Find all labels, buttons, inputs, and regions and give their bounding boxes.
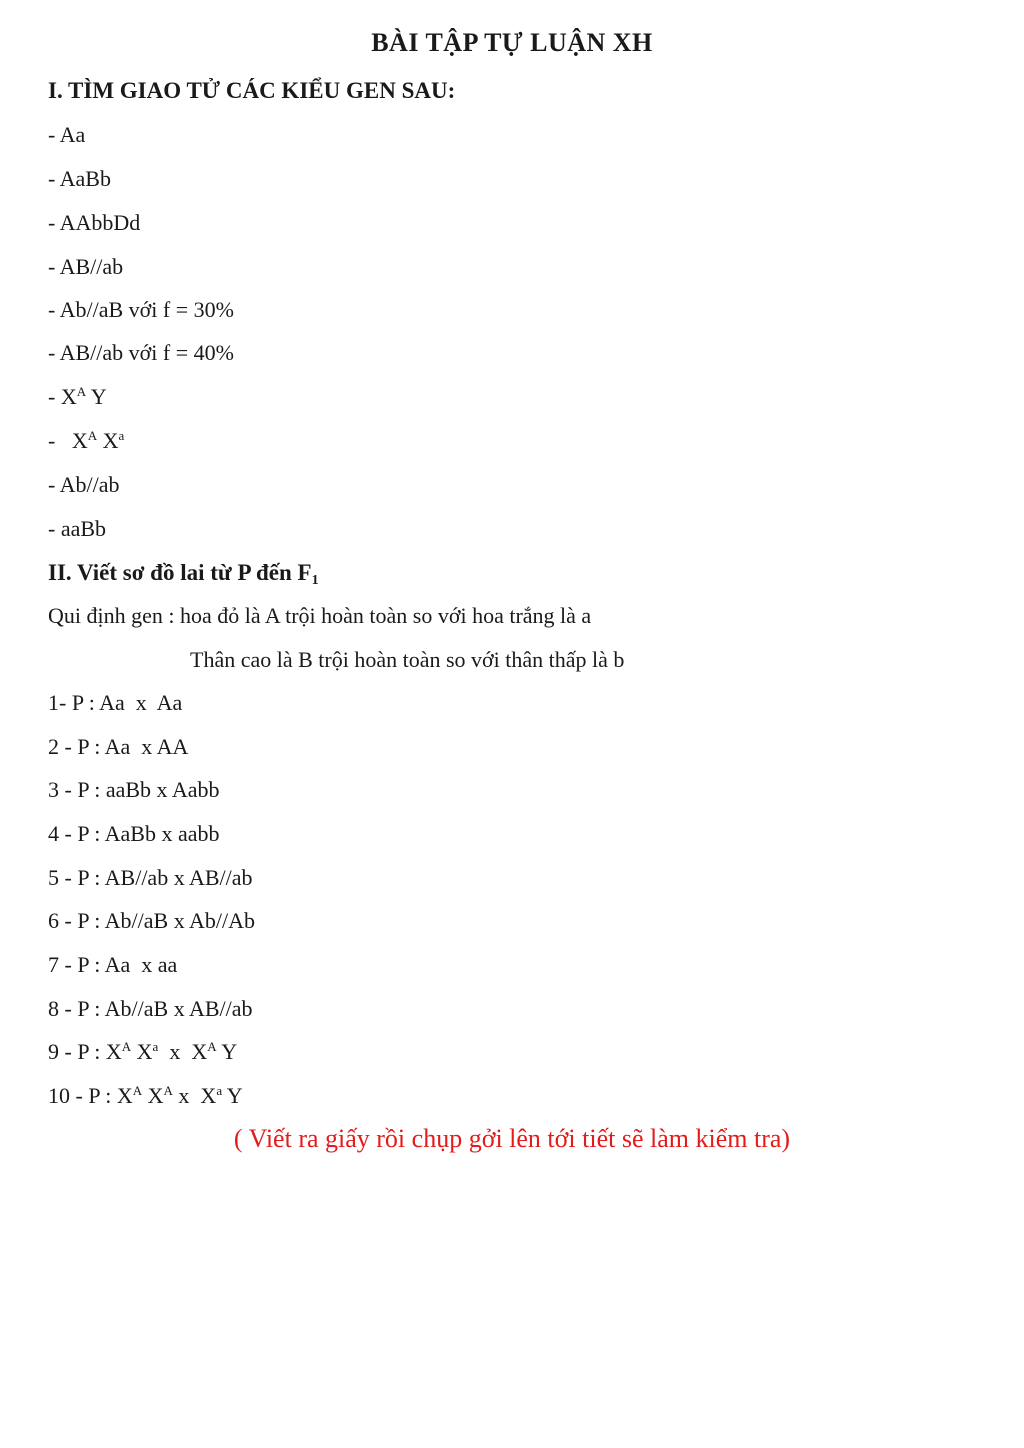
cross-prefix: 10 - P : [48, 1083, 117, 1108]
cross-item: 4 - P : AaBb x aabb [48, 821, 220, 846]
page-title: BÀI TẬP TỰ LUẬN XH [371, 28, 653, 57]
cross-item-9 [48, 1039, 237, 1065]
chromosome-x: X [200, 1083, 217, 1108]
cross-item-10 [48, 1083, 243, 1109]
cross-separator: x [158, 1039, 192, 1064]
cross-item: 6 - P : Ab//aB x Ab//Ab [48, 908, 255, 933]
genotype-item: - Aa [48, 122, 86, 147]
item-prefix: - [48, 384, 56, 409]
allele-superscript: A [132, 1083, 143, 1098]
cross-item: 1- P : Aa x Aa [48, 690, 183, 715]
genotype-item-xy [48, 384, 107, 410]
chromosome-x: X [191, 1039, 208, 1064]
allele-superscript: A [87, 428, 98, 443]
allele-superscript: A [207, 1039, 217, 1054]
chromosome-x: X [71, 428, 88, 453]
cross-item: 3 - P : aaBb x Aabb [48, 777, 220, 802]
chromosome-x: X [136, 1039, 153, 1064]
cross-item: 5 - P : AB//ab x AB//ab [48, 865, 253, 890]
chromosome-x: X [105, 1039, 122, 1064]
section-2-heading [48, 560, 319, 586]
chromosome-y: Y [90, 384, 107, 409]
genotype-item: - AB//ab với f = 40% [48, 340, 234, 365]
allele-superscript: a [152, 1039, 159, 1054]
chromosome-y: Y [221, 1039, 238, 1064]
chromosome-x: X [60, 384, 77, 409]
gene-rule-2: Thân cao là B trội hoàn toàn so với thân thấp là b [190, 647, 625, 672]
genotype-item: - Ab//aB với f = 30% [48, 297, 234, 322]
gene-rule-1: Qui định gen : hoa đỏ là A trội hoàn toàn so với hoa trắng là a [48, 603, 592, 628]
cross-item: 8 - P : Ab//aB x AB//ab [48, 996, 253, 1021]
cross-item: 7 - P : Aa x aa [48, 952, 178, 977]
cross-item: 2 - P : Aa x AA [48, 734, 189, 759]
section-2-heading-text: II. Viết sơ đồ lai từ P đến F [48, 560, 312, 585]
allele-superscript: a [216, 1083, 223, 1098]
genotype-item-xx [48, 428, 124, 454]
heading-subscript: 1 [311, 573, 319, 588]
genotype-item: - aaBb [48, 516, 107, 541]
allele-superscript: a [118, 428, 125, 443]
cross-prefix: 9 - P : [48, 1039, 106, 1064]
chromosome-x: X [116, 1083, 133, 1108]
genotype-item: - AaBb [48, 166, 111, 191]
genotype-item: - AB//ab [48, 254, 124, 279]
chromosome-y: Y [226, 1083, 243, 1108]
chromosome-x: X [102, 428, 119, 453]
allele-superscript: A [121, 1039, 132, 1054]
chromosome-x: X [147, 1083, 164, 1108]
instruction-note: ( Viết ra giấy rồi chụp gởi lên tới tiết sẽ làm kiểm tra) [233, 1124, 791, 1153]
genotype-item: - AAbbDd [48, 210, 141, 235]
item-prefix: - [48, 428, 61, 453]
genotype-item: - Ab//ab [48, 472, 120, 497]
allele-superscript: A [76, 384, 87, 399]
section-1-heading: I. TÌM GIAO TỬ CÁC KIỂU GEN SAU: [48, 78, 456, 103]
cross-separator: x [172, 1083, 201, 1108]
allele-superscript: A [163, 1083, 173, 1098]
